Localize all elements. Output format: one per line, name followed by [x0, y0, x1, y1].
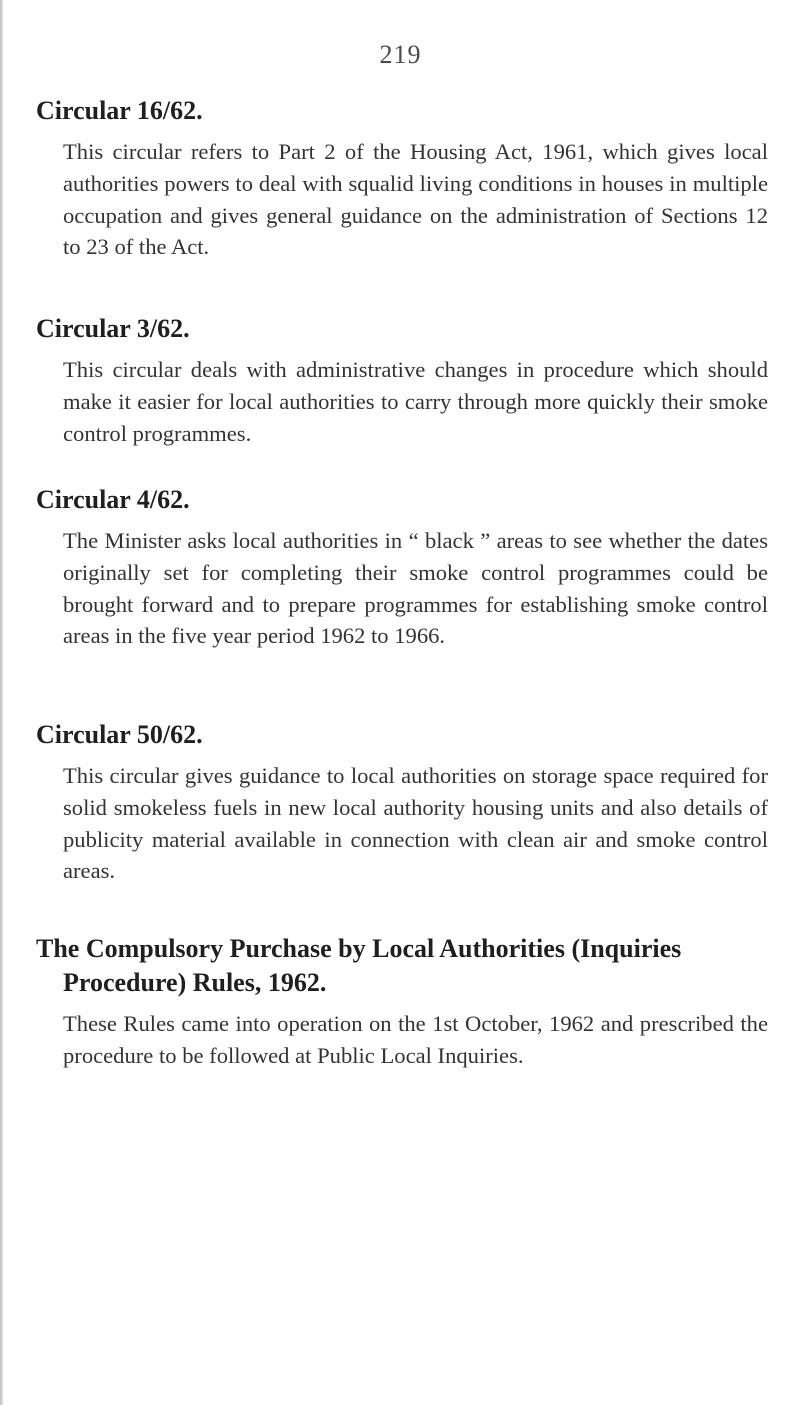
section-body: This circular gives guidance to local authorities on storage space required for solid smokeless fuels in new local authority housing units and also details of publicity material available in connection with clean air and smoke control areas. — [63, 763, 768, 884]
page-number: 219 — [379, 40, 422, 69]
section-circular-50-62 — [36, 718, 768, 887]
page-binding-edge — [0, 0, 3, 1405]
section-heading: Circular 4/62. — [36, 485, 190, 514]
section-body: This circular deals with administrative changes in procedure which should make it easier for local authorities to carry through more quickly their smoke control programmes. — [63, 357, 768, 446]
section-heading: Circular 3/62. — [36, 314, 190, 343]
section-circular-16-62 — [36, 94, 768, 263]
section-body: These Rules came into operation on the 1st October, 1962 and prescribed the procedure to be followed at Public Local Inquiries. — [63, 1011, 768, 1068]
section-body: The Minister asks local authorities in “ black ” areas to see whether the dates originally set for completing their smoke control programmes could be brought forward and to prepare programmes for establishing smoke control areas in the five year period 1962 to 1966. — [63, 528, 768, 649]
section-heading: Circular 50/62. — [36, 720, 203, 749]
section-body: This circular refers to Part 2 of the Housing Act, 1961, which gives local authorities powers to deal with squalid living conditions in houses in multiple occupation and gives general guidance on the administration of Sections 12 to 23 of the Act. — [63, 139, 768, 260]
section-circular-3-62 — [36, 312, 768, 449]
section-compulsory-purchase-rules — [36, 932, 768, 1072]
section-heading: The Compulsory Purchase by Local Authorities (Inquiries Procedure) Rules, 1962. — [36, 934, 682, 997]
section-circular-4-62 — [36, 483, 768, 652]
section-heading: Circular 16/62. — [36, 96, 203, 125]
